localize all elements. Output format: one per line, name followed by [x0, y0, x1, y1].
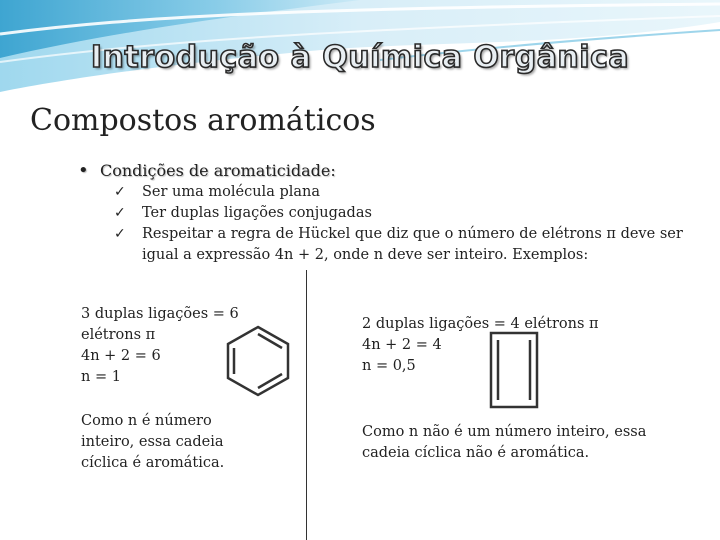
condition-item	[114, 182, 714, 203]
check-mark-icon: ✓	[114, 205, 126, 221]
condition-text: igual a expressão 4n + 2, onde n deve ser inteiro. Exemplos:	[142, 247, 589, 263]
bullet-dot-icon: •	[78, 160, 89, 181]
condition-text: Ter duplas ligações conjugadas	[142, 205, 372, 221]
column-divider	[306, 270, 307, 540]
calc-line: 4n + 2 = 4	[362, 337, 442, 353]
condition-continuation	[114, 245, 714, 266]
bullet-aromaticity-conditions	[80, 161, 336, 180]
check-mark-icon: ✓	[114, 184, 126, 200]
condition-text: Respeitar a regra de Hückel que diz que o número de elétrons π deve ser	[142, 226, 683, 242]
left-example-conclusion	[81, 411, 224, 474]
conclusion-line: cadeia cíclica não é aromática.	[362, 445, 590, 461]
right-example-calculation	[362, 314, 599, 377]
left-example-calculation	[81, 304, 239, 388]
slide-title: Introdução à Química Orgânica	[90, 40, 630, 75]
cyclobutadiene-ring-icon	[488, 330, 540, 410]
benzene-ring-icon	[218, 321, 298, 401]
conclusion-line: cíclica é aromática.	[81, 455, 225, 471]
calc-line: n = 0,5	[362, 358, 416, 374]
check-mark-icon: ✓	[114, 226, 126, 242]
slide-subtitle: Compostos aromáticos	[30, 103, 376, 138]
condition-text: Ser uma molécula plana	[142, 184, 320, 200]
conclusion-line: Como n não é um número inteiro, essa	[362, 424, 647, 440]
condition-item	[114, 203, 714, 224]
calc-line: 4n + 2 = 6	[81, 348, 161, 364]
bullet-heading: Condições de aromaticidade:	[100, 161, 336, 180]
conditions-list	[114, 182, 714, 266]
calc-line: 2 duplas ligações = 4 elétrons π	[362, 316, 599, 332]
right-example-conclusion	[362, 422, 646, 464]
calc-line: elétrons π	[81, 327, 156, 343]
conclusion-line: inteiro, essa cadeia	[81, 434, 224, 450]
calc-line: 3 duplas ligações = 6	[81, 306, 239, 322]
conclusion-line: Como n é número	[81, 413, 212, 429]
condition-item	[114, 224, 714, 245]
calc-line: n = 1	[81, 369, 121, 385]
